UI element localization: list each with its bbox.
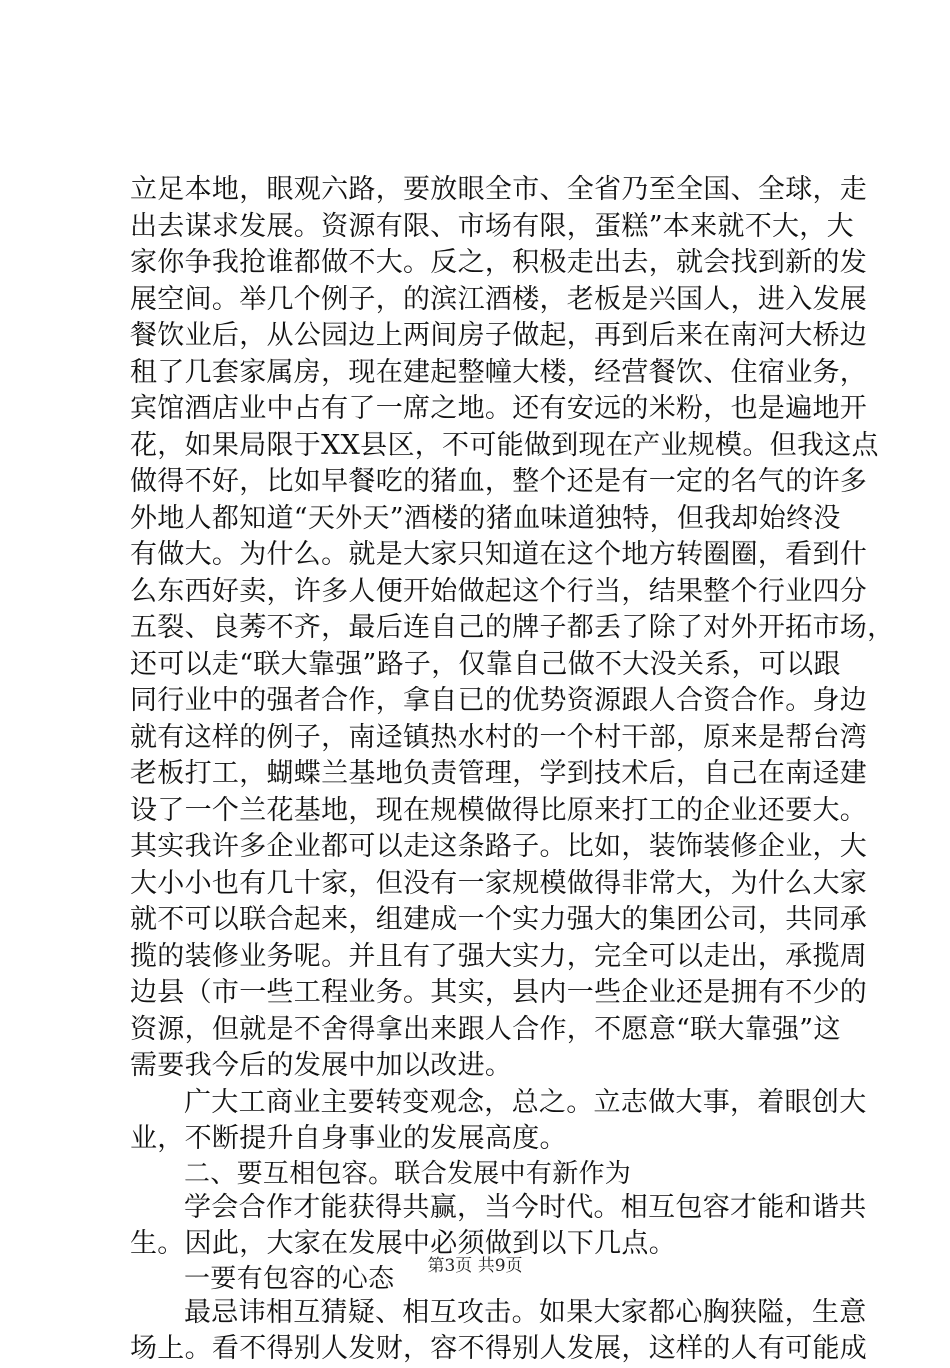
body-line: 有做大。为什么。就是大家只知道在这个地方转圈圈，看到什 xyxy=(130,539,868,570)
paragraph-line: 广大工商业主要转变观念，总之。立志做大事，着眼创大 xyxy=(184,1086,867,1118)
body-line: 老板打工，蝴蝶兰基地负责管理，学到技术后，自己在南迳建 xyxy=(130,758,868,789)
body-line: 需要我今后的发展中加以改进。 xyxy=(130,1050,513,1081)
body-line: 外地人都知道“天外天”酒楼的猪血味道独特，但我却始终没 xyxy=(130,502,841,534)
body-line: 花，如果局限于XX县区，不可能做到现在产业规模。但我这点 xyxy=(130,429,879,461)
paragraph-line: 业，不断提升自身事业的发展高度。 xyxy=(130,1123,567,1154)
body-line: 设了一个兰花基地，现在规模做得比原来打工的企业还要大。 xyxy=(130,794,868,826)
body-line: 就不可以联合起来，组建成一个实力强大的集团公司，共同承 xyxy=(130,904,868,935)
section-heading: 二、要互相包容。联合发展中有新作为 xyxy=(184,1158,632,1189)
body-line: 做得不好，比如早餐吃的猪血，整个还是有一定的名气的许多 xyxy=(130,466,868,497)
body-line: 还可以走“联大靠强”路子，仅靠自己做不大没关系，可以跟 xyxy=(130,648,841,680)
subsection-heading: 一要有包容的心态 xyxy=(184,1263,395,1294)
body-line: 同行业中的强者合作，拿自已的优势资源跟人合资合作。身边 xyxy=(130,685,868,716)
body-line: 大小小也有几十家，但没有一家规模做得非常大，为什么大家 xyxy=(130,867,868,899)
body-line: 餐饮业后，从公园边上两间房子做起，再到后来在南河大桥边 xyxy=(130,320,868,351)
body-line: 家你争我抢谁都做不大。反之，积极走出去，就会找到新的发 xyxy=(130,247,868,278)
paragraph-line: 最忌讳相互猜疑、相互攻击。如果大家都心胸狭隘，生意 xyxy=(184,1296,867,1328)
body-line: 出去谋求发展。资源有限、市场有限，蛋糕”本来就不大，大 xyxy=(130,210,854,242)
body-line: 立足本地，眼观六路，要放眼全市、全省乃至全国、全球，走 xyxy=(130,174,868,205)
body-line: 资源，但就是不舍得拿出来跟人合作，不愿意“联大靠强”这 xyxy=(130,1013,841,1045)
paragraph-line: 场上。看不得别人发财，容不得别人发展，这样的人有可能成 xyxy=(130,1333,868,1364)
page-number-footer: 第3页 共9页 xyxy=(427,1256,523,1276)
document-body xyxy=(130,172,895,1368)
body-line: 边县（市一些工程业务。其实，县内一些企业还是拥有不少的 xyxy=(130,977,868,1008)
body-line: 其实我许多企业都可以走这条路子。比如，装饰装修企业，大 xyxy=(130,831,868,862)
body-line: 就有这样的例子，南迳镇热水村的一个村干部，原来是帮台湾 xyxy=(130,721,868,753)
body-line: 揽的装修业务呢。并且有了强大实力，完全可以走出，承揽周 xyxy=(130,940,868,972)
paragraph-line: 生。因此，大家在发展中必须做到以下几点。 xyxy=(130,1228,676,1259)
body-line: 么东西好卖，许多人便开始做起这个行当，结果整个行业四分 xyxy=(130,575,868,607)
body-line: 宾馆酒店业中占有了一席之地。还有安远的米粉，也是遍地开 xyxy=(130,393,868,424)
body-line: 租了几套家属房，现在建起整幢大楼，经营餐饮、住宿业务， xyxy=(130,356,868,388)
body-line: 五裂、良莠不齐，最后连自己的牌子都丢了除了对外开拓市场， xyxy=(130,612,895,643)
body-line: 展空间。举几个例子，的滨江酒楼，老板是兴国人，进入发展 xyxy=(130,283,868,315)
paragraph-line: 学会合作才能获得共赢，当今时代。相互包容才能和谐共 xyxy=(184,1191,867,1223)
